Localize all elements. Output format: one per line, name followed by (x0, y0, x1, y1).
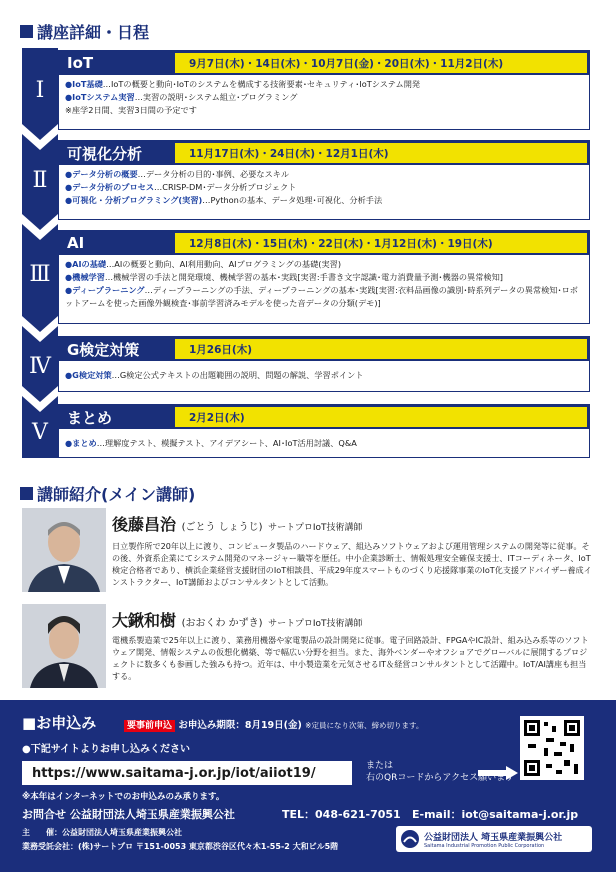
qr-code-icon (520, 716, 584, 780)
course-line: ●IoTシステム実習…実習の説明･システム組立･プログラミング (65, 92, 298, 102)
instructor-name-goto: 後藤昌治 (ごとう しょうじ) サートプロIoT技術講師 (112, 515, 363, 534)
application-url[interactable]: https://www.saitama-j.or.jp/iot/aiiot19/ (22, 761, 352, 785)
course-line: ●可視化・分析プログラミング(実習)…Pythonの基本、データ処理･可視化、分析手法 (65, 195, 383, 205)
instructor-name-okuwa: 大鍬和樹 (おおくわ かずき) サートプロIoT技術講師 (112, 611, 363, 630)
instructor-photo-goto (22, 508, 106, 592)
course-line: ●AIの基礎…AIの概要と動向、AI利用動向、AIプログラミングの基礎(実習) (65, 259, 342, 269)
instructor-section-heading: 講師紹介(メイン講師) (20, 482, 195, 505)
course-line: ●機械学習…機械学習の手法と開発環境、機械学習の基本･実践[実習:手書き文字認識･電力消費量予測･機器の異常検知] (65, 272, 503, 282)
course-name: まとめ (67, 408, 113, 427)
pre-registration-badge: 要事前申込 (124, 720, 175, 732)
course-dates: 2月2日(木) (175, 407, 587, 427)
course-name: AI (67, 234, 85, 252)
instructor-photo-okuwa (22, 604, 106, 688)
contractor-line: 業務受託会社：(株)サートプロ 〒151-0053 東京都渋谷区代々木1-55-2 大和ビル5階 (22, 842, 339, 851)
course-line: ●まとめ…理解度テスト、模擬テスト、アイデアシート、AI･IoT活用討議、Q&A (65, 438, 357, 448)
course-name: G検定対策 (67, 340, 140, 359)
deadline-line: 要事前申込 お申込み期限：8月19日(金) ※定員になり次第、締め切ります。 (124, 717, 423, 731)
course-ai (58, 230, 590, 324)
roman-numeral-5: Ⅴ (32, 420, 48, 445)
arrow-right-icon (478, 766, 518, 780)
contact-tel: TEL：048-621-7051 (282, 808, 401, 821)
contact-email[interactable]: E-mail：iot@saitama-j.or.jp (412, 808, 579, 821)
roman-numeral-3: Ⅲ (29, 262, 51, 287)
course-name: 可視化分析 (67, 144, 143, 163)
course-visualization (58, 140, 590, 220)
course-note: ※座学2日間、実習3日間の予定です (65, 105, 197, 115)
course-dates: 12月8日(木)・15日(木)・22日(木)・1月12日(木)・19日(木) (175, 233, 587, 253)
course-line: ●G検定対策…G検定公式テキストの出題範囲の説明、問題の解説、学習ポイント (65, 370, 364, 380)
org-logo: 公益財団法人 埼玉県産業振興公社 Saitama Industrial Promotion Public Corporation (396, 826, 592, 852)
site-label: ●下記サイトよりお申し込みください (22, 744, 191, 755)
apply-heading: ■お申込み (22, 714, 97, 732)
course-iot (58, 50, 590, 130)
roman-numeral-4: Ⅳ (29, 354, 51, 379)
course-line: ●データ分析のプロセス…CRISP-DM･データ分析プロジェクト (65, 182, 297, 192)
course-dates: 1月26日(木) (175, 339, 587, 359)
course-line: ●ディープラーニング…ディープラーニングの手法、ディープラーニングの基本･実践[実習:衣料品画像の識別･時系列データの異常検知･ロボットアームを使った画像外観検査･事前学習済みモデルを使った音データの分類(デモ)] (65, 285, 578, 308)
course-line: ●IoT基礎…IoTの概要と動向･IoTのシステムを構成する技術要素･セキュリティ･IoTシステム開発 (65, 79, 421, 89)
qr-code[interactable] (520, 716, 584, 780)
host-line: 主 催：公益財団法人埼玉県産業振興公社 (22, 828, 182, 837)
roman-numeral-2: Ⅱ (32, 168, 48, 193)
contact-line: お問合せ 公益財団法人埼玉県産業振興公社 (22, 808, 235, 821)
roman-numeral-1: Ⅰ (35, 78, 45, 103)
course-line: ●データ分析の概要…データ分析の目的･事例、必要なスキル (65, 169, 290, 179)
course-summary (58, 404, 590, 458)
org-logo-icon (400, 829, 420, 849)
application-footer (0, 700, 616, 872)
heading-square-icon (20, 25, 33, 38)
course-section-heading: 講座詳細・日程 (20, 20, 149, 43)
heading-square-icon (20, 487, 33, 500)
instructor-desc-okuwa: 電機系製造業で25年以上に渡り、業務用機器や家電製品の設計開発に従事。電子回路設計、FPGAやIC設計、組み込み系等のソフトウェア開発、情報システムの仮想化構築、等で幅広い分野を担当。また、海外ベンダーやオフショアでグローバルに展開するプロジェクトに数多くも参画した強みも持つ。近年は、中小製造業を元気させるIT＆経営コンサルタントとして活躍中。IoT/AI講座も担当する。 (112, 635, 589, 681)
person-portrait-icon (22, 508, 106, 592)
person-portrait-icon (22, 604, 106, 688)
instructor-desc-goto: 日立製作所で20年以上に渡り、コンピュータ製品のハードウェア、組込みソフトウェアおよび運用管理システムの開発等に従事。その後、外資系企業にてシステム開発のマネージャー職等を歴任。中小企業診断士、情報処理安全確保支援士、ITコーディネータ、IoT検定合格者であり、横浜企業経営支援財団のIoT相談員、平成29年度スマートものづくり応援隊事業のIoT化支援アドバイザー養成インストラクター、IoT講師およびコンサルタントとして活動。 (112, 541, 592, 587)
course-g-kentei (58, 336, 590, 392)
course-dates: 9月7日(木)・14日(木)・10月7日(金)・20日(木)・11月2日(木) (175, 53, 587, 73)
course-dates: 11月17日(木)・24日(木)・12月1日(木) (175, 143, 587, 163)
course-name: IoT (67, 54, 94, 72)
qr-hint: または 右のQRコードからアクセス願います (366, 761, 515, 783)
internet-note: ※本年はインターネットでのお申込みのみ承ります。 (22, 792, 225, 802)
timeline-chevrons (22, 48, 58, 458)
